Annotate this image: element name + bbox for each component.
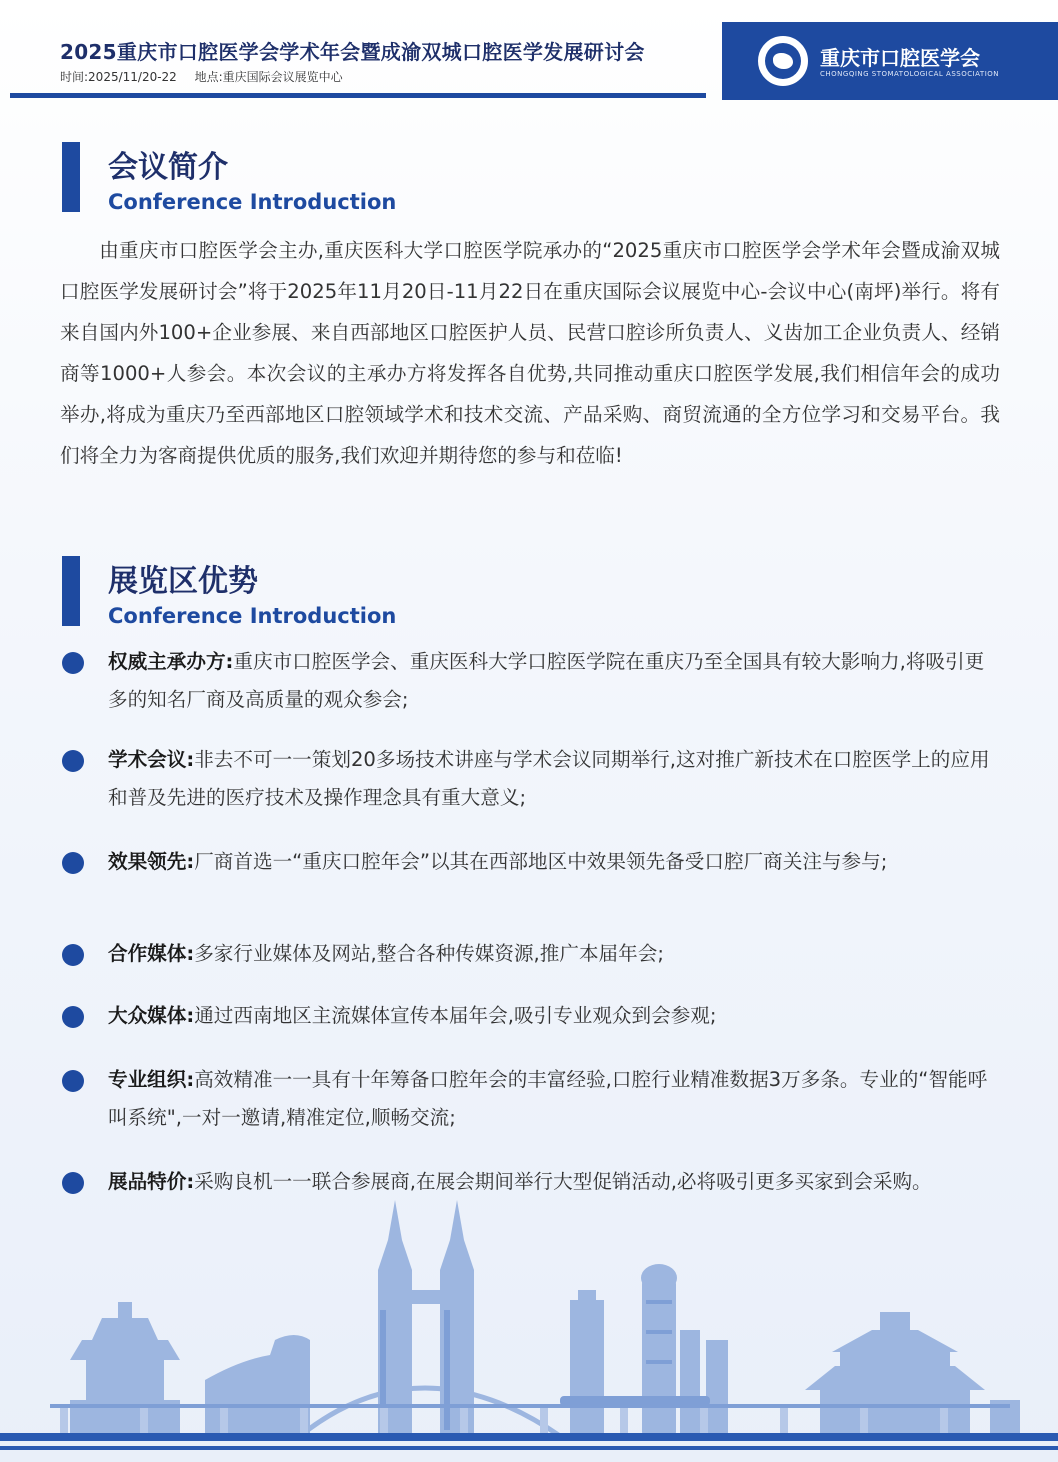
- logo-name: 重庆市口腔医学会: [820, 46, 980, 70]
- item-label: 合作媒体:: [108, 942, 195, 965]
- list-item: [62, 643, 1002, 719]
- item-label: 展品特价:: [108, 1170, 195, 1193]
- advantages-title: 展览区优势: [108, 564, 258, 599]
- footer-band: [0, 1446, 1058, 1450]
- item-label: 专业组织:: [108, 1068, 195, 1091]
- item-text: 非去不可一一策划20多场技术讲座与学术会议同期举行,这对推广新技术在口腔医学上的应用和普及先进的医疗技术及操作理念具有重大意义;: [108, 748, 990, 809]
- section-bar: [62, 556, 80, 626]
- section-bar: [62, 142, 80, 212]
- event-location: 地点:重庆国际会议展览中心: [194, 70, 343, 84]
- intro-subtitle: Conference Introduction: [108, 190, 397, 214]
- list-item: [62, 741, 1002, 817]
- item-label: 权威主承办方:: [108, 650, 234, 673]
- item-label: 大众媒体:: [108, 1004, 195, 1027]
- bullet-icon: [62, 852, 84, 874]
- footer-band: [0, 1433, 1058, 1441]
- logo-english-name: CHONGQING STOMATOLOGICAL ASSOCIATION: [820, 70, 999, 78]
- item-label: 学术会议:: [108, 748, 195, 771]
- intro-title: 会议简介: [108, 150, 228, 185]
- emblem-icon: [758, 36, 808, 86]
- header-divider: [10, 93, 706, 98]
- item-label: 效果领先:: [108, 850, 195, 873]
- item-text: 重庆市口腔医学会、重庆医科大学口腔医学院在重庆乃至全国具有较大影响力,将吸引更多的知名厂商及高质量的观众参会;: [108, 650, 985, 711]
- city-skyline-illustration: [0, 1190, 1058, 1462]
- bullet-icon: [62, 1006, 84, 1028]
- list-item: [62, 997, 1002, 1035]
- bullet-icon: [62, 1070, 84, 1092]
- bullet-icon: [62, 652, 84, 674]
- header-title: 2025重庆市口腔医学会学术年会暨成渝双城口腔医学发展研讨会: [60, 40, 645, 64]
- header-meta: [60, 68, 357, 85]
- intro-body: 由重庆市口腔医学会主办,重庆医科大学口腔医学院承办的“2025重庆市口腔医学会学术年会暨成渝双城口腔医学发展研讨会”将于2025年11月20日-11月22日在重庆国际会议展览中心-会议中心(南坪)举行。将有来自国内外100+企业参展、来自西部地区口腔医护人员、民营口腔诊所负责人、义齿加工企业负责人、经销商等1000+人参会。本次会议的主承办方将发挥各自优势,共同推动重庆口腔医学发展,我们相信年会的成功举办,将成为重庆乃至西部地区口腔领域学术和技术交流、产品采购、商贸流通的全方位学习和交易平台。我们将全力为客商提供优质的服务,我们欢迎并期待您的参与和莅临!: [60, 239, 1000, 467]
- association-logo: [722, 22, 1058, 100]
- bullet-icon: [62, 944, 84, 966]
- advantages-subtitle: Conference Introduction: [108, 604, 397, 628]
- item-text: 多家行业媒体及网站,整合各种传媒资源,推广本届年会;: [194, 942, 664, 965]
- item-text: 通过西南地区主流媒体宣传本届年会,吸引专业观众到会参观;: [194, 1004, 717, 1027]
- list-item: [62, 1061, 1002, 1137]
- list-item: [62, 843, 1002, 881]
- item-text: 高效精准一一具有十年筹备口腔年会的丰富经验,口腔行业精准数据3万多条。专业的“智能呼叫系统",一对一邀请,精准定位,顺畅交流;: [108, 1068, 988, 1129]
- list-item: [62, 935, 1002, 973]
- item-text: 采购良机一一联合参展商,在展会期间举行大型促销活动,必将吸引更多买家到会采购。: [194, 1170, 932, 1193]
- item-text: 厂商首选一“重庆口腔年会”以其在西部地区中效果领先备受口腔厂商关注与参与;: [194, 850, 888, 873]
- bullet-icon: [62, 750, 84, 772]
- event-time: 时间:2025/11/20-22: [60, 70, 177, 84]
